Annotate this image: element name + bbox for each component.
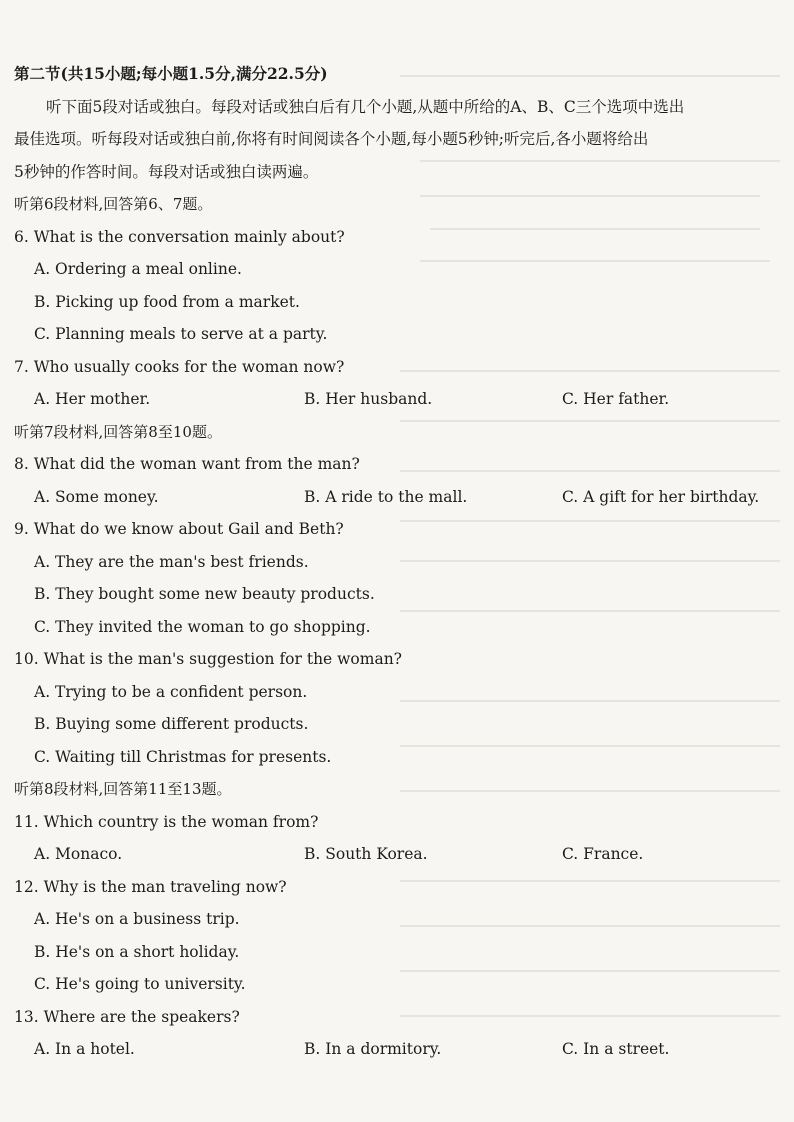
question-12-option-c: C. He's going to university.: [34, 975, 246, 993]
question-13-option-c: C. In a street.: [562, 1040, 670, 1058]
question-11-option-a: A. Monaco.: [34, 845, 123, 863]
question-10-option-a: A. Trying to be a confident person.: [34, 682, 308, 701]
question-11-stem: 11. Which country is the woman from?: [14, 812, 319, 831]
material-8-heading: 听第8段材料,回答第11至13题。: [14, 780, 232, 798]
question-6-option-c: C. Planning meals to serve at a party.: [34, 325, 328, 343]
question-6-option-b: B. Picking up food from a market.: [34, 292, 300, 311]
question-13-stem: 13. Where are the speakers?: [14, 1007, 240, 1026]
instruction-line-3: 5秒钟的作答时间。每段对话或独白读两遍。: [14, 162, 319, 181]
question-10-option-b: B. Buying some different products.: [34, 715, 309, 733]
question-7-option-a: A. Her mother.: [34, 390, 151, 408]
question-7-stem: 7. Who usually cooks for the woman now?: [14, 357, 345, 376]
question-10-option-c: C. Waiting till Christmas for presents.: [34, 747, 332, 766]
question-13-option-b: B. In a dormitory.: [304, 1040, 442, 1058]
material-6-heading: 听第6段材料,回答第6、7题。: [14, 195, 213, 213]
section-header: 第二节(共15小题;每小题1.5分,满分22.5分): [14, 64, 328, 83]
instruction-line-1: 听下面5段对话或独白。每段对话或独白后有几个小题,从题中所给的A、B、C三个选项中选出: [46, 97, 685, 116]
question-12-option-b: B. He's on a short holiday.: [34, 942, 240, 961]
question-10-stem: 10. What is the man's suggestion for the woman?: [14, 650, 402, 668]
question-11-options: [14, 838, 784, 871]
question-8-option-a: A. Some money.: [34, 487, 159, 506]
listening-section: [14, 58, 784, 1066]
material-7-heading: 听第7段材料,回答第8至10题。: [14, 422, 222, 441]
question-8-option-b: B. A ride to the mall.: [304, 487, 468, 506]
question-9-stem: 9. What do we know about Gail and Beth?: [14, 520, 344, 538]
question-9-option-a: A. They are the man's best friends.: [34, 552, 309, 571]
question-12-option-a: A. He's on a business trip.: [34, 910, 240, 928]
instruction-line-2: 最佳选项。听每段对话或独白前,你将有时间阅读各个小题,每小题5秒钟;听完后,各小题将给出: [14, 130, 649, 148]
question-6-option-a: A. Ordering a meal online.: [34, 260, 242, 278]
question-12-stem: 12. Why is the man traveling now?: [14, 877, 287, 896]
question-9-option-c: C. They invited the woman to go shopping.: [34, 617, 371, 636]
question-13-options: [14, 1033, 784, 1066]
question-7-option-c: C. Her father.: [562, 390, 670, 408]
question-13-option-a: A. In a hotel.: [34, 1040, 135, 1058]
question-8-options: [14, 481, 784, 514]
question-8-stem: 8. What did the woman want from the man?: [14, 455, 360, 473]
question-11-option-b: B. South Korea.: [304, 845, 428, 863]
question-6-stem: 6. What is the conversation mainly about?: [14, 227, 345, 246]
question-7-options: [14, 383, 784, 416]
question-8-option-c: C. A gift for her birthday.: [562, 487, 760, 506]
question-9-option-b: B. They bought some new beauty products.: [34, 585, 375, 603]
question-7-option-b: B. Her husband.: [304, 390, 433, 408]
question-11-option-c: C. France.: [562, 845, 644, 863]
